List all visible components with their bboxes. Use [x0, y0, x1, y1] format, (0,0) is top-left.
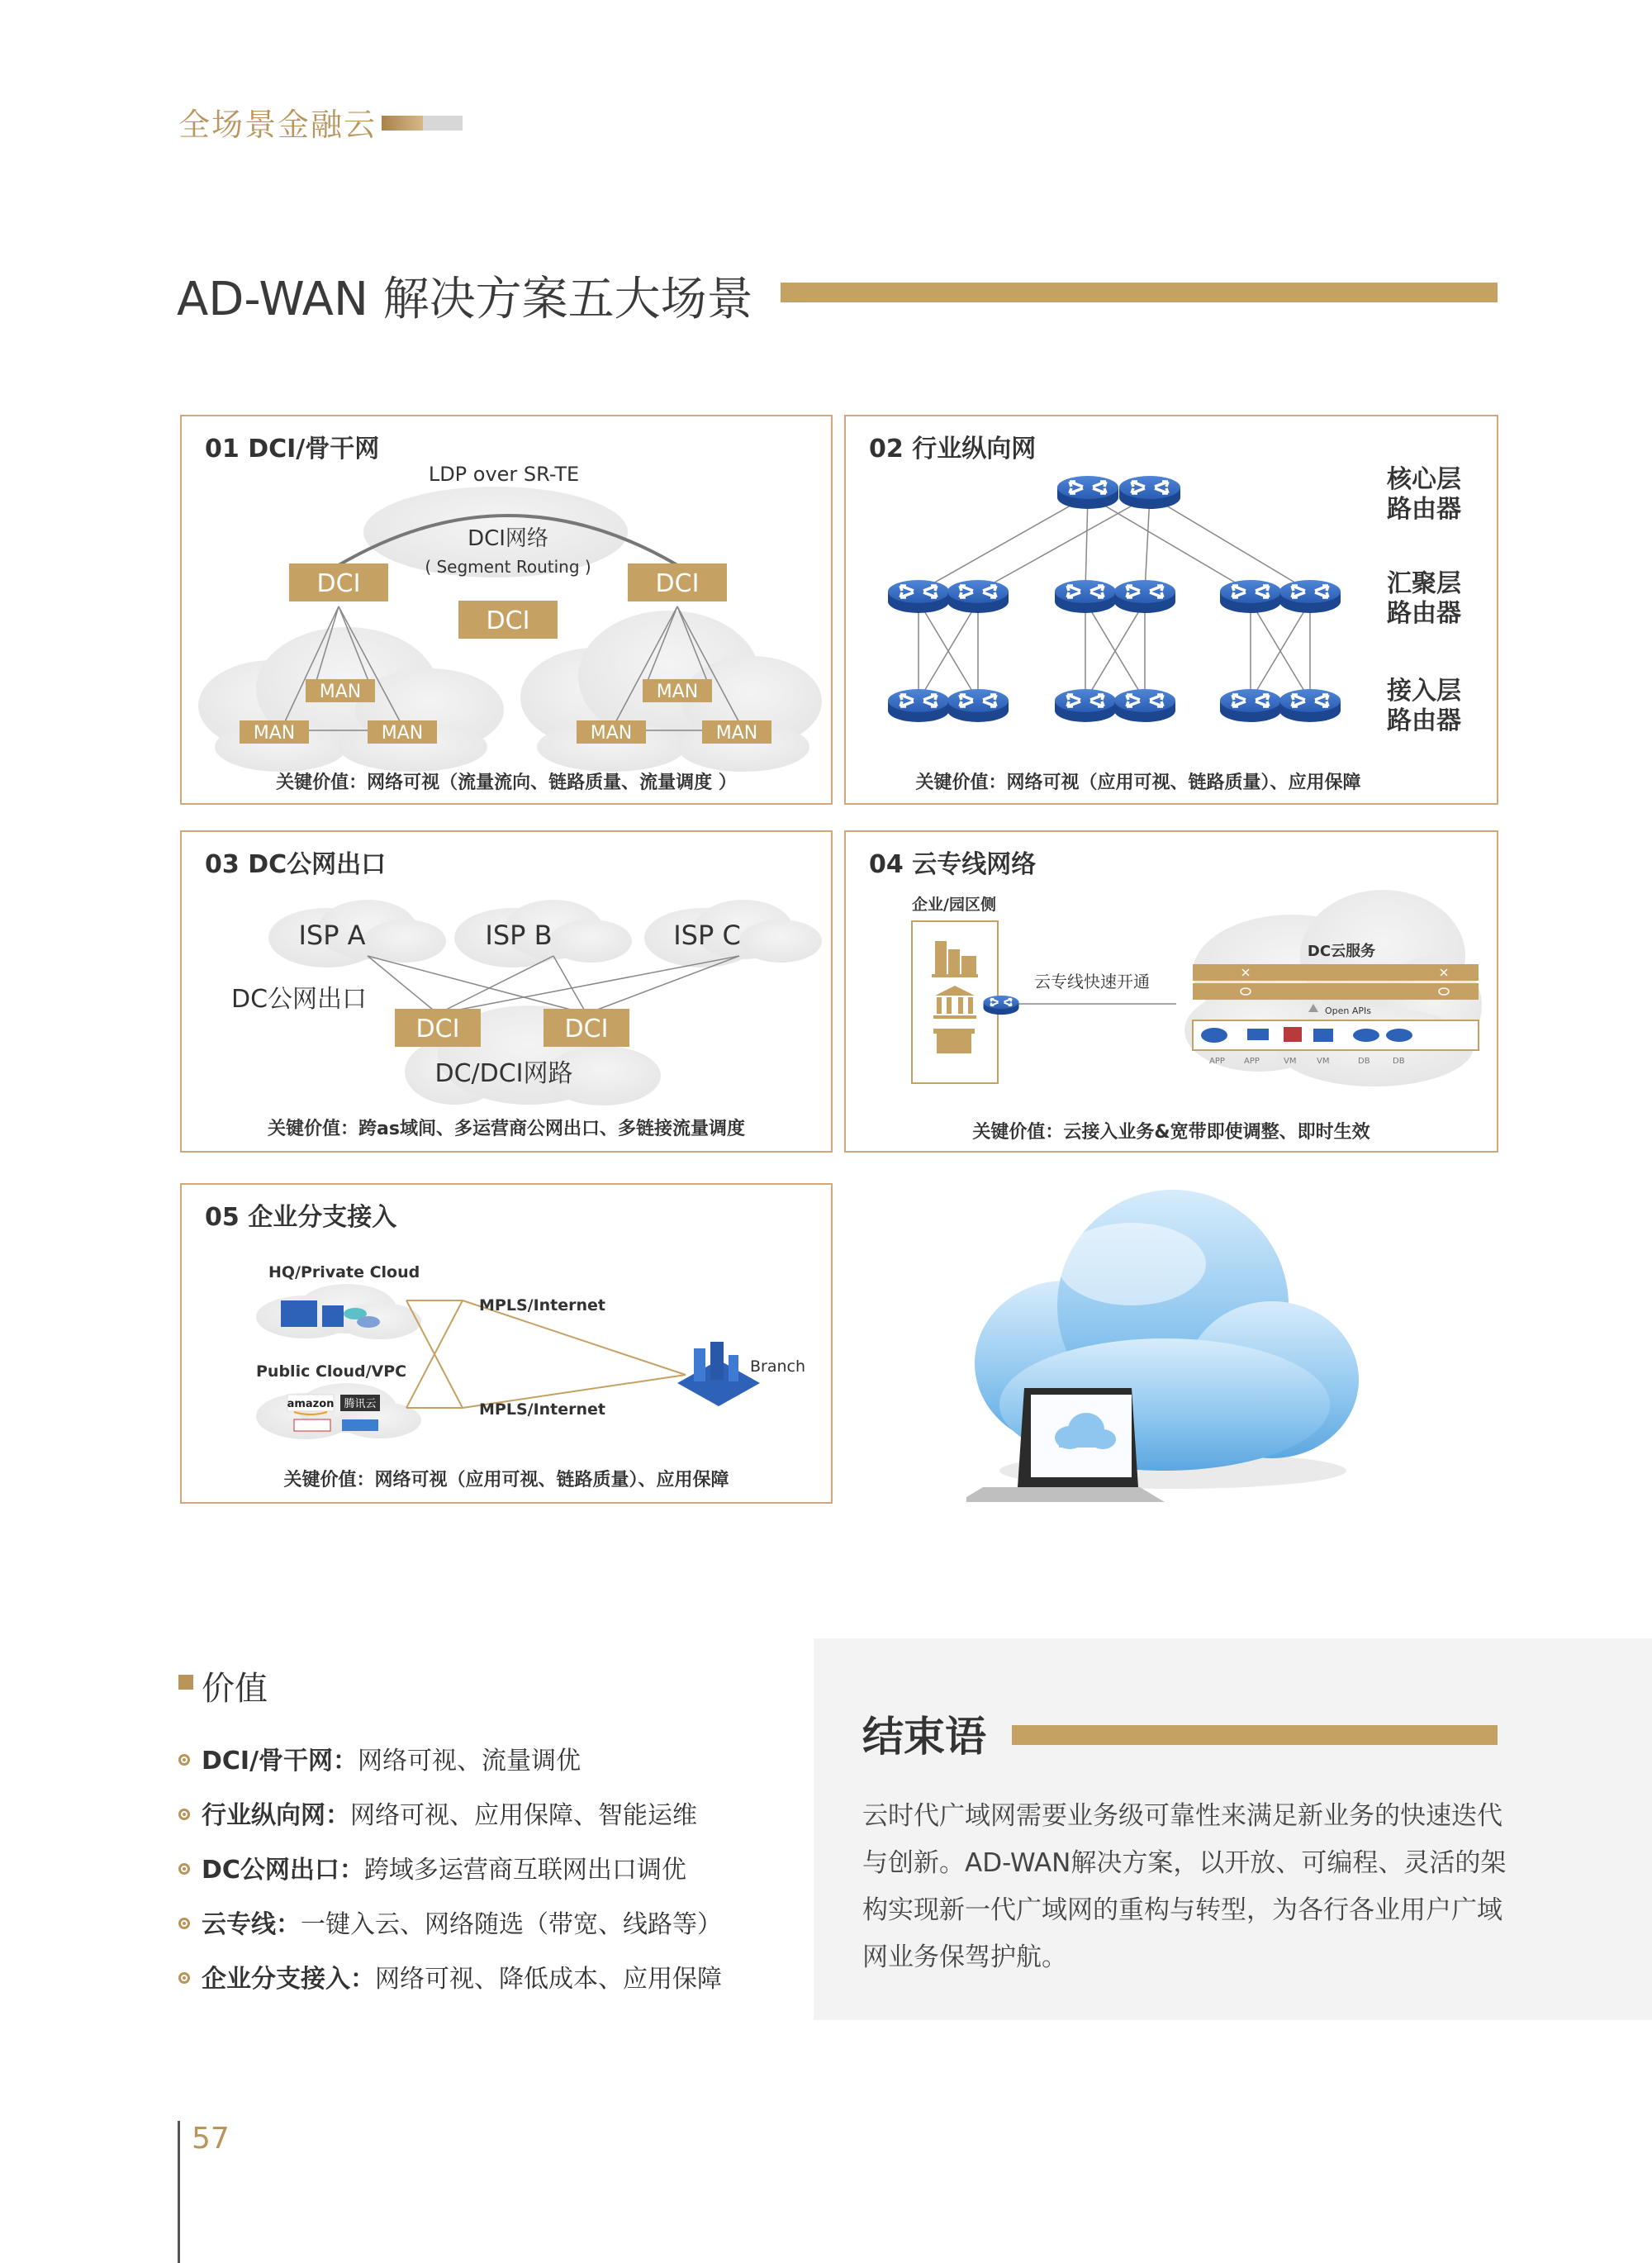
agg-layer-label: 路由器 [1387, 599, 1461, 628]
bullet-icon [178, 1972, 190, 1984]
page-divider [178, 2121, 180, 2263]
man-node: MAN [253, 723, 296, 744]
header-accent-bar [382, 116, 423, 131]
value-item: 云专线：一键入云、网络随选（带宽、线路等） [178, 1904, 722, 1940]
panel-footer: 关键价值：云接入业务&宽带即使调整、即时生效 [972, 1122, 1370, 1143]
value-item: DC公网出口：跨域多运营商互联网出口调优 [178, 1849, 686, 1885]
public-cloud-label: Public Cloud/VPC [256, 1362, 407, 1381]
bullet-icon [178, 1754, 190, 1766]
header-accent-bar-gray [423, 116, 463, 131]
router-icon [888, 476, 1341, 722]
page-number: 57 [192, 2122, 230, 2156]
resource-label: APP [1244, 1057, 1260, 1066]
dc-cloud-label: DC云服务 [1307, 943, 1376, 960]
title-accent-bar [781, 283, 1498, 302]
open-apis-label: Open APIs [1325, 1006, 1372, 1016]
isp-b-label: ISP B [485, 920, 553, 951]
hq-label: HQ/Private Cloud [268, 1263, 420, 1281]
resource-label: DB [1358, 1057, 1370, 1066]
agg-layer-label: 汇聚层 [1387, 569, 1461, 598]
resource-label: VM [1317, 1057, 1330, 1066]
panel-footer: 关键价值：网络可视（流量流向、链路质量、流量调度 ） [276, 773, 737, 793]
router-icon [984, 996, 1019, 1015]
section-tag: 全场景金融云 [178, 107, 377, 143]
dci-node-right: DCI [655, 569, 700, 598]
conclusion-text: 云时代广域网需要业务级可靠性来满足新业务的快速迭代与创新。AD-WAN解决方案，以开放、可编程、灵活的架构实现新一代广域网的重构与转型，为各行各业用户广域网业务保驾护航。 [862, 1801, 1507, 1972]
panel-title: 04 云专线网络 [869, 850, 1037, 879]
branch-label: Branch [750, 1357, 806, 1376]
dci-node-center: DCI [486, 606, 530, 635]
man-node: MAN [715, 723, 758, 744]
panel-footer: 关键价值：网络可视（应用可视、链路质量）、应用保障 [915, 773, 1361, 793]
conclusion-title: 结束语 [862, 1713, 986, 1761]
access-layer-label: 路由器 [1387, 706, 1461, 735]
dc-network-label: DC/DCI网路 [434, 1059, 573, 1088]
resource-label: APP [1209, 1057, 1225, 1066]
resource-label: DB [1393, 1057, 1405, 1066]
man-node: MAN [656, 682, 699, 702]
enterprise-label: 企业/园区侧 [912, 896, 996, 914]
cloud-laptop-illustration [966, 1190, 1363, 1504]
panel-title: 02 行业纵向网 [869, 435, 1037, 464]
amazon-logo: amazon [287, 1398, 335, 1410]
dci-network-label: DCI网络 [468, 526, 548, 551]
dci-node-left: DCI [316, 569, 361, 598]
page-title: AD-WAN 解决方案五大场景 [177, 273, 753, 326]
value-item: 行业纵向网：网络可视、应用保障、智能运维 [178, 1795, 697, 1831]
isp-c-label: ISP C [673, 920, 741, 951]
access-layer-label: 接入层 [1387, 677, 1461, 706]
scenario-panel-vertical [844, 415, 1498, 805]
core-layer-label: 路由器 [1387, 495, 1461, 524]
conclusion-accent-bar [1012, 1725, 1498, 1745]
scenario-panel-egress [180, 830, 833, 1153]
mpls-link-label: MPLS/Internet [479, 1400, 605, 1419]
bullet-icon [178, 1863, 190, 1875]
tencent-logo: 腾讯云 [344, 1398, 377, 1410]
scenario-panel-cloud-line [844, 830, 1498, 1153]
scenario-panel-branch [180, 1183, 833, 1504]
dci-node: DCI [415, 1015, 460, 1044]
mpls-link-label: MPLS/Internet [479, 1296, 605, 1315]
value-item: DCI/骨干网：网络可视、流量调优 [178, 1740, 581, 1776]
cloud-line-label: 云专线快速开通 [1034, 972, 1150, 991]
resource-label: VM [1284, 1057, 1297, 1066]
lsp-label: LDP over SR-TE [428, 463, 580, 486]
man-node: MAN [590, 723, 633, 744]
store-icon [933, 1029, 975, 1053]
panel-title: 01 DCI/骨干网 [205, 435, 380, 464]
egress-diagram [182, 832, 833, 1153]
panel-footer: 关键价值：网络可视（应用可视、链路质量）、应用保障 [283, 1470, 729, 1490]
branch-building-icon [677, 1342, 760, 1406]
value-item: 企业分支接入：网络可视、降低成本、应用保障 [178, 1958, 722, 1994]
core-layer-label: 核心层 [1387, 465, 1461, 494]
bullet-icon [178, 1809, 190, 1820]
man-node: MAN [319, 682, 362, 702]
value-title: 价值 [202, 1670, 268, 1708]
bullet-icon [178, 1918, 190, 1929]
scenario-panel-dci [180, 415, 833, 805]
dci-diagram [182, 416, 833, 805]
hierarchy-diagram [846, 416, 1498, 805]
cloud-line-diagram [846, 832, 1498, 1153]
segment-routing-label: ( Segment Routing ) [425, 557, 591, 577]
section-marker [178, 1675, 193, 1690]
isp-a-label: ISP A [298, 920, 366, 951]
panel-title: 03 DC公网出口 [205, 850, 387, 879]
panel-footer: 关键价值：跨as域间、多运营商公网出口、多链接流量调度 [268, 1119, 745, 1139]
panel-title: 05 企业分支接入 [205, 1203, 397, 1232]
dci-node: DCI [564, 1015, 609, 1044]
man-node: MAN [381, 723, 424, 744]
egress-label: DC公网出口 [231, 985, 368, 1014]
